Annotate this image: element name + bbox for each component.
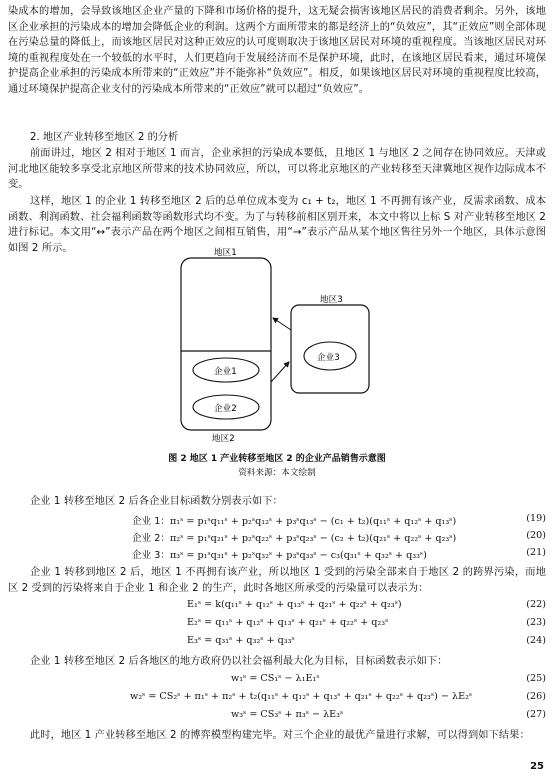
equation-25: w₁ˢ = CS₁ˢ − λ₁E₁ˢ (25) — [231, 673, 546, 684]
figure-source: 资料来源：本文绘制 — [238, 468, 316, 478]
equation-27: w₃ˢ = CS₃ˢ + π₃ˢ − λE₃ˢ (27) — [231, 709, 546, 720]
paragraph-model-complete: 此时，地区 1 产业转移至地区 2 的博弈模型构建完毕。对三个企业的最优产量进行求解，可以得到如下结果： — [30, 730, 530, 741]
equation-24: E₃ˢ = q₃₁ˢ + q₃₂ˢ + q₃₃ˢ (24) — [187, 635, 546, 646]
firm3-label: 企业3 — [317, 353, 340, 363]
firm1-label: 企业1 — [214, 367, 237, 377]
arrow-region2-to-region3 — [271, 362, 289, 382]
equation-19: 企业 1：π₁ˢ = p₁ˢq₁₁ˢ + p₂ˢq₁₂ˢ + p₃ˢq₁₃ˢ − (c₁ + t₂)(q₁₁ˢ + q₁₂ˢ + q₁₃ˢ) (19) — [132, 513, 546, 527]
region-box-3 — [291, 305, 369, 393]
equation-26: w₂ˢ = CS₂ˢ + π₁ˢ + π₂ˢ + t₂(q₁₁ˢ + q₁₂ˢ + q₁₃ˢ + q₂₁ˢ + q₂₂ˢ + q₂₃ˢ) − λE₂ˢ (26) — [130, 691, 546, 702]
arrow-region3-to-region1 — [273, 318, 291, 330]
equation-23: E₂ˢ = q₁₁ˢ + q₁₂ˢ + q₁₃ˢ + q₂₁ˢ + q₂₂ˢ + q₂₃ˢ (23) — [187, 617, 546, 628]
section-heading: 2. 地区产业转移至地区 2 的分析 — [30, 132, 179, 143]
page-number: 25 — [530, 761, 544, 772]
figure-2-diagram — [0, 246, 554, 446]
paragraph-objective-intro: 企业 1 转移至地区 2 后各企业目标函数分别表示如下： — [30, 496, 283, 507]
equation-22: E₁ˢ = k(q₁₁ˢ + q₁₂ˢ + q₁₃ˢ + q₂₁ˢ + q₂₂ˢ + q₂₃ˢ) (22) — [187, 599, 546, 610]
paragraph-synergy: 前面讲过，地区 2 相对于地区 1 而言，企业承担的污染成本要低，且地区 1 与地区 2 之间存在协同效应。天津或河北地区能较多享受北京地区所带来的技术协同效应，所以，可以将北京地区的产业转移至天津冀地区视作边际成本不变。 — [8, 148, 546, 191]
equation-21: 企业 3：π₃ˢ = p₁ˢq₃₁ˢ + p₂ˢq₃₂ˢ + p₃ˢq₃₃ˢ − c₃(q₃₁ˢ + q₃₂ˢ + q₃₃ˢ) (21) — [132, 547, 546, 561]
region2-label: 地区2 — [212, 434, 235, 444]
region3-label: 地区3 — [320, 295, 343, 305]
paragraph-transfer-setup: 这样，地区 1 的企业 1 转移至地区 2 后的总单位成本变为 c₁ + t₂，地区 1 不再拥有该产业，反需求函数、成本函数、利润函数、社会福利函数等函数形式均不变。为了与转移前相区别开来，本文中将以上标 S 对产业转移至地区 2 进行标记。本文用“↔”表示产品在两个地区之间相互销售，用“→”表示产品从某个地区售往另外一个地区，具体示意图如图 2 所示。 — [8, 196, 546, 254]
firm2-label: 企业2 — [214, 404, 237, 414]
paragraph-pollution-effects: 染成本的增加，会导致该地区企业产量的下降和市场价格的提升，这无疑会损害该地区居民的消费者剩余。另外，该地区企业承担的污染成本的增加会降低企业的利润。这两个方面所带来的都是经济上的“负效应”，其“正效应”则全部体现在污染总量的降低上，而该地区居民对这种正效应的认可度则取决于该地区居民对环境的重视程度。当该地区居民对环境的重视程度处在一个较低的水平时，人们更趋向于发展经济而不是保护环境，此时，在该地区居民看来，通过环境保护提高企业承担的污染成本所带来的“正效应”并不能弥补“负效应”。相反，如果该地区居民对环境的重视程度比较高，通过环境保护提高企业支付的污染成本所带来的“正效应”就可以超过“负效应”。 — [8, 6, 546, 95]
equation-20: 企业 2：π₂ˢ = p₁ˢq₂₁ˢ + p₂ˢq₂₂ˢ + p₃ˢq₂₃ˢ − (c₂ + t₂)(q₂₁ˢ + q₂₂ˢ + q₂₃ˢ) (20) — [132, 530, 546, 544]
paragraph-pollution-distribution: 企业 1 转移到地区 2 后，地区 1 不再拥有该产业，所以地区 1 受到的污染全部来自于地区 2 的跨界污染，而地区 2 受到的污染将来自于企业 1 和企业 2 的生产，此时各地区所承受的污染量可以表示为： — [8, 567, 546, 594]
figure-caption: 图 2 地区 1 产业转移至地区 2 的企业产品销售示意图 — [168, 454, 386, 464]
region1-label: 地区1 — [214, 248, 237, 258]
paragraph-welfare-intro: 企业 1 转移至地区 2 后各地区的地方政府仍以社会福利最大化为目标，目标函数表示如下： — [30, 656, 448, 667]
